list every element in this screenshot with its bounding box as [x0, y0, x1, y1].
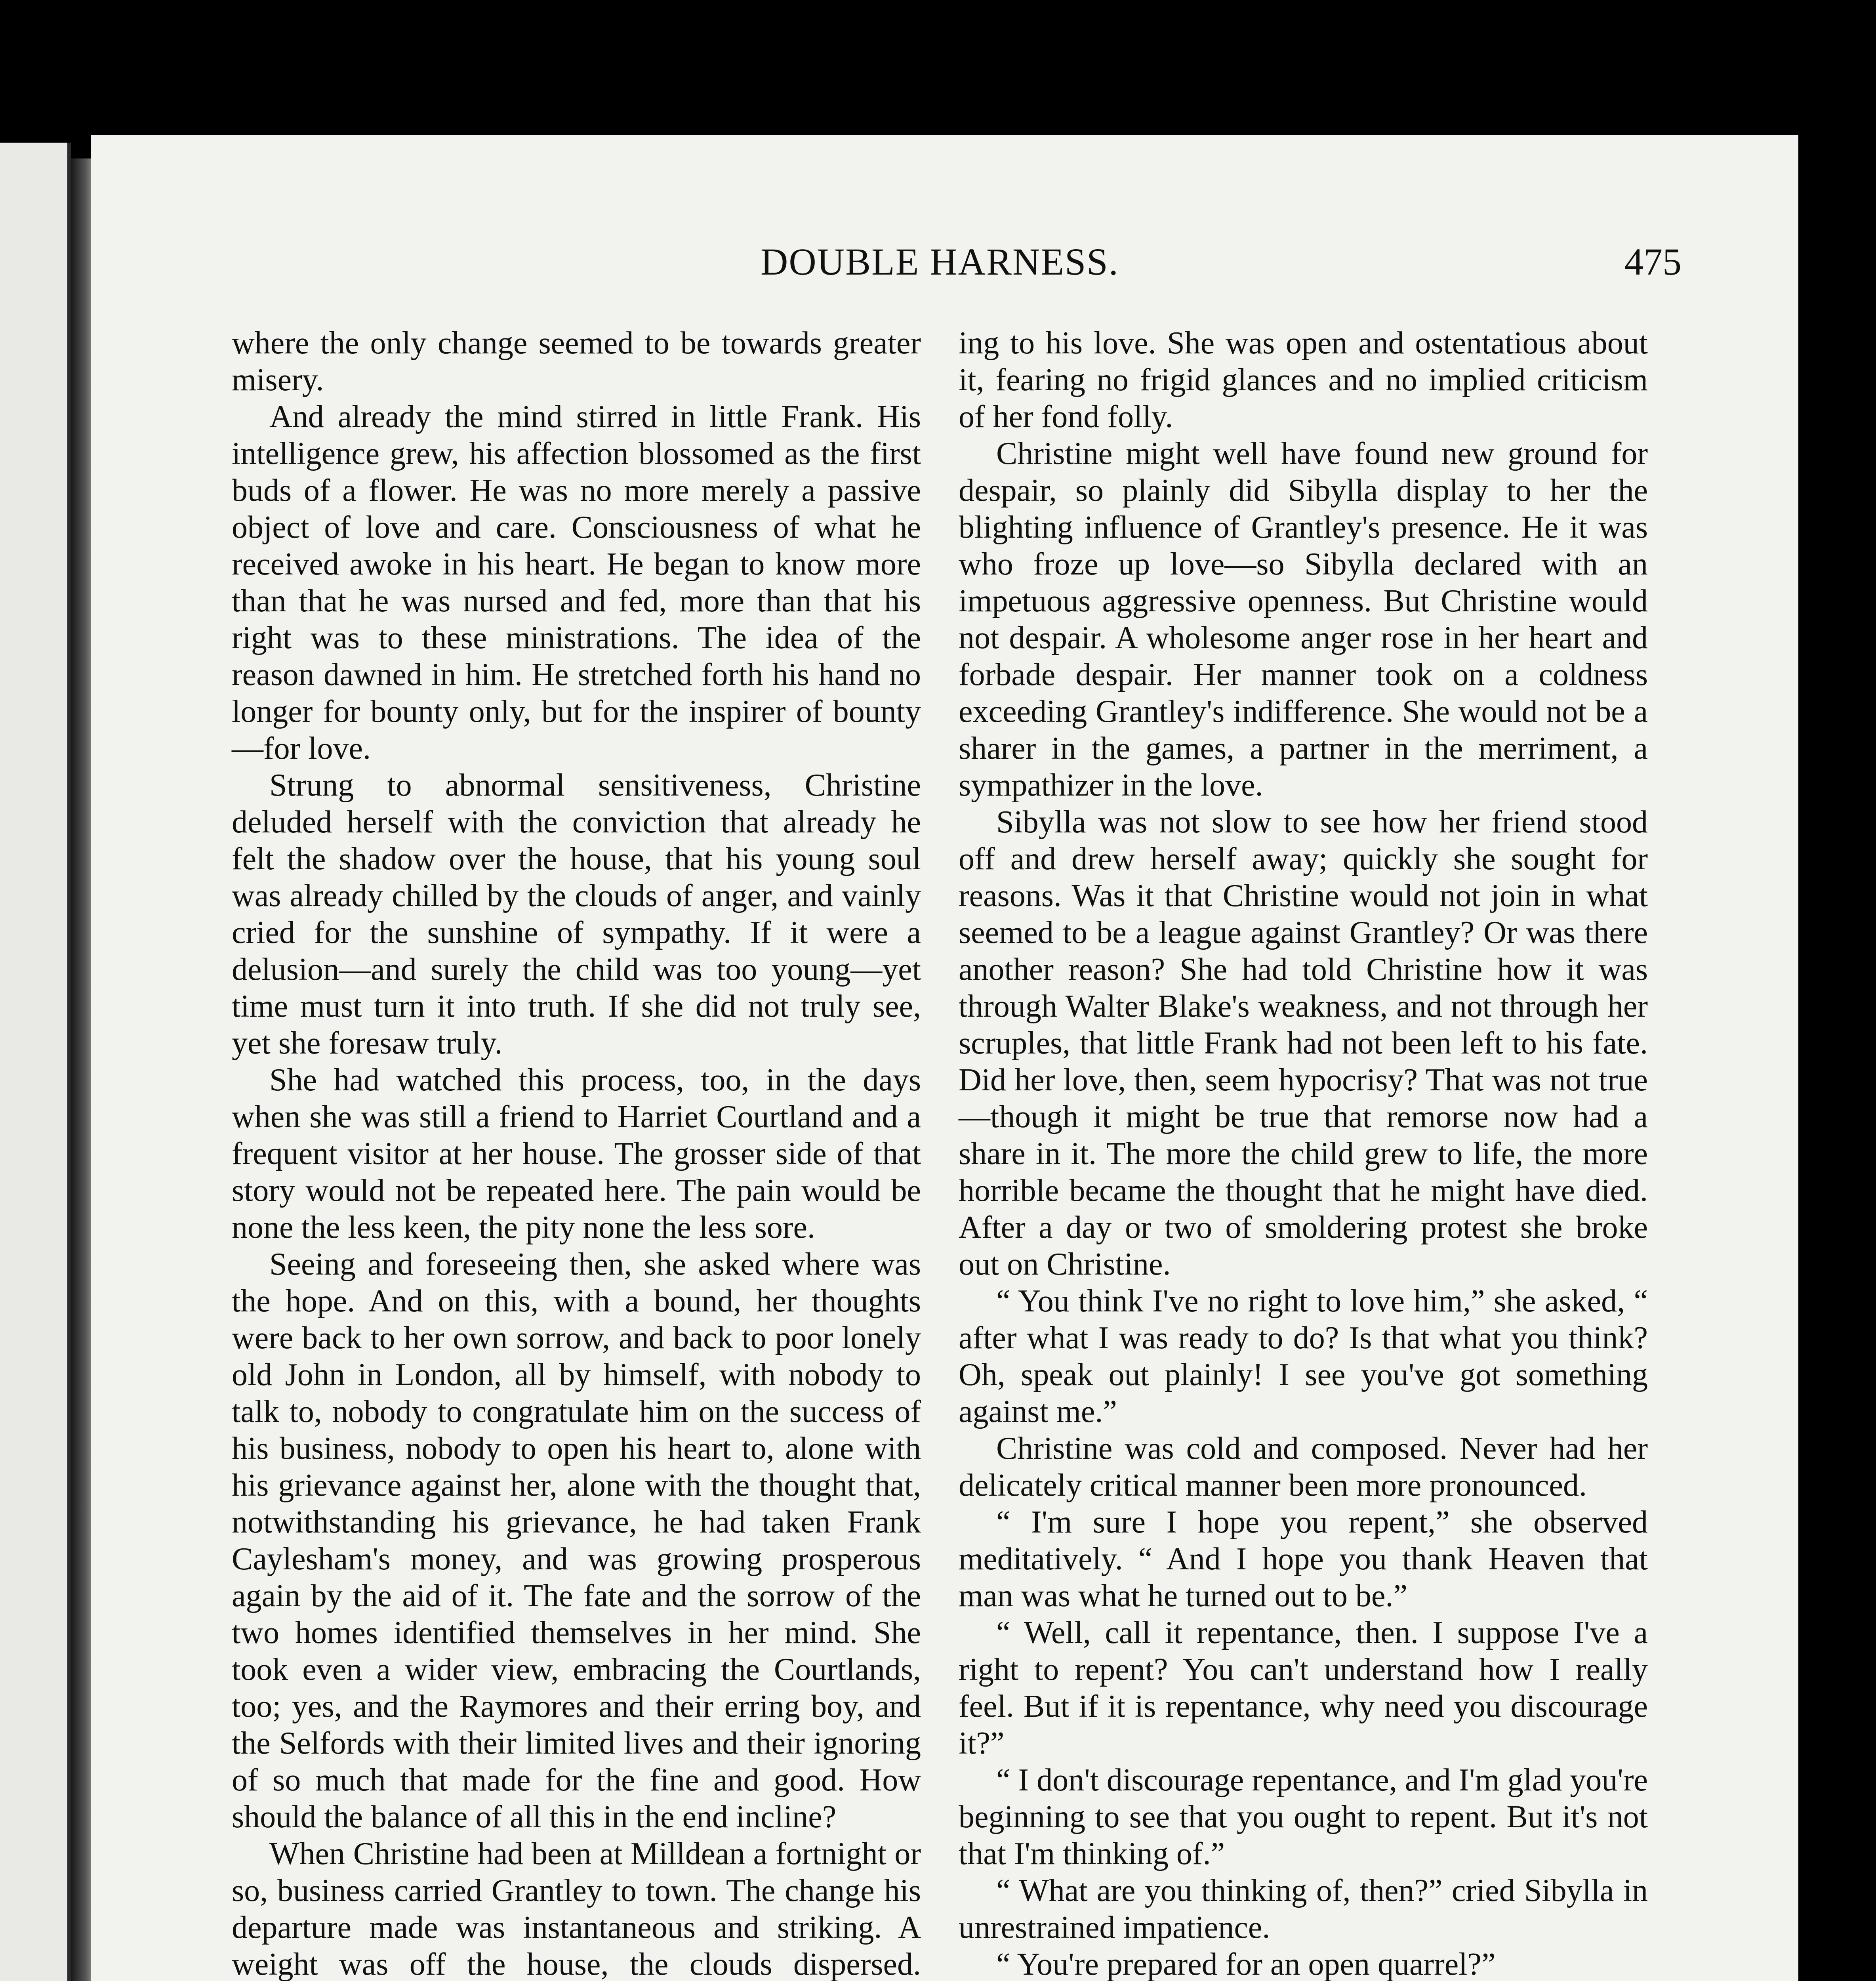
- paragraph: “ I'm sure I hope you repent,” she observed meditatively. “ And I hope you thank Heaven that man was what he turned out to be.”: [959, 1505, 1648, 1613]
- paragraph: Seeing and foreseeing then, she asked where was the hope. And on this, with a bound, her thoughts were back to her own sorrow, and back to poor lonely old John in London, all by himself, with nobody to talk to, nobody to congratulate him on the success of his business, nobody to open his heart to, alone with his grievance against her, alone with the thought that, notwithstanding his grievance, he had taken Frank Caylesham's money, and was growing prosperous again by the aid of it. The fate and the sorrow of the two homes identified themselves in her mind. She took even a wider view, embracing the Courtlands, too; yes, and the Raymores and their erring boy, and the Selfords with their limited lives and their ignoring of so much that made for the fine and good. How should the balance of all this in the end incline?: [232, 1247, 921, 1834]
- running-head: [91, 240, 1798, 291]
- paragraph: “ I don't discourage repentance, and I'm glad you're beginning to see that you ought to repent. But it's not that I'm thinking of.”: [959, 1763, 1648, 1871]
- paragraph: When Christine had been at Milldean a fortnight or so, business carried Grantley to town. The change his departure made was instantaneous and striking. A weight was off the house, the clouds dispersed.: [232, 1836, 921, 1981]
- text-column-right: [959, 325, 1648, 1981]
- paragraph: Sibylla was not slow to see how her friend stood off and drew herself away; quickly she sought for reasons. Was it that Christine would not join in what seemed to be a league against Grantley? Or was there another reason? She had told Christine how it was through Walter Blake's weakness, and not through her scruples, that little Frank had not been left to his fate. Did her love, then, seem hypocrisy? That was not true—though it might be true that remorse now had a share in it. The more the child grew to life, the more horrible became the thought that he might have died. After a day or two of smoldering protest she broke out on Christine.: [959, 805, 1648, 1282]
- page-number: 475: [1624, 240, 1682, 283]
- paragraph: She had watched this process, too, in the days when she was still a friend to Harriet Courtland and a frequent visitor at her house. The grosser side of that story would not be repeated here. The pain would be none the less keen, the pity none the less sore.: [232, 1063, 921, 1245]
- paragraph: where the only change seemed to be towards greater misery.: [232, 326, 921, 397]
- paragraph: And already the mind stirred in little Frank. His intelligence grew, his affection blossomed as the first buds of a flower. He was no more merely a passive object of love and care. Consciousness of what he received awoke in his heart. He began to know more than that he was nursed and fed, more than that his right was to these ministrations. The idea of the reason dawned in him. He stretched forth his hand no longer for bounty only, but for the inspirer of bounty—for love.: [232, 399, 921, 766]
- paragraph: Strung to abnormal sensitiveness, Christine deluded herself with the conviction that already he felt the shadow over the house, that his young soul was already chilled by the clouds of anger, and vainly cried for the sunshine of sympathy. If it were a delusion—and surely the child was too young—yet time must turn it into truth. If she did not truly see, yet she foresaw truly.: [232, 768, 921, 1061]
- page-title: DOUBLE HARNESS.: [761, 240, 1119, 283]
- paragraph: Christine was cold and composed. Never had her delicately critical manner been more pronounced.: [959, 1431, 1648, 1503]
- paragraph: “ What are you thinking of, then?” cried Sibylla in unrestrained impatience.: [959, 1873, 1648, 1945]
- text-column-left: [232, 325, 921, 1981]
- paragraph: “ You think I've no right to love him,” she asked, “ after what I was ready to do? Is that what you think? Oh, speak out plainly! I see you've got something against me.”: [959, 1284, 1648, 1429]
- paragraph: Christine might well have found new ground for despair, so plainly did Sibylla display to her the blighting influence of Grantley's presence. He it was who froze up love—so Sibylla declared with an impetuous aggressive openness. But Christine would not despair. A wholesome anger rose in her heart and forbade despair. Her manner took on a coldness exceeding Grantley's indifference. She would not be a sharer in the games, a partner in the merriment, a sympathizer in the love.: [959, 436, 1648, 803]
- book-page: [91, 135, 1798, 1981]
- previous-page-edge: [0, 143, 71, 1981]
- paragraph: “ You're prepared for an open quarrel?”: [996, 1947, 1496, 1981]
- paragraph: “ Well, call it repentance, then. I suppose I've a right to repent? You can't understand how I really feel. But if it is repentance, why need you discourage it?”: [959, 1615, 1648, 1761]
- paragraph: ing to his love. She was open and ostentatious about it, fearing no frigid glances and no implied criticism of her fond folly.: [959, 326, 1648, 434]
